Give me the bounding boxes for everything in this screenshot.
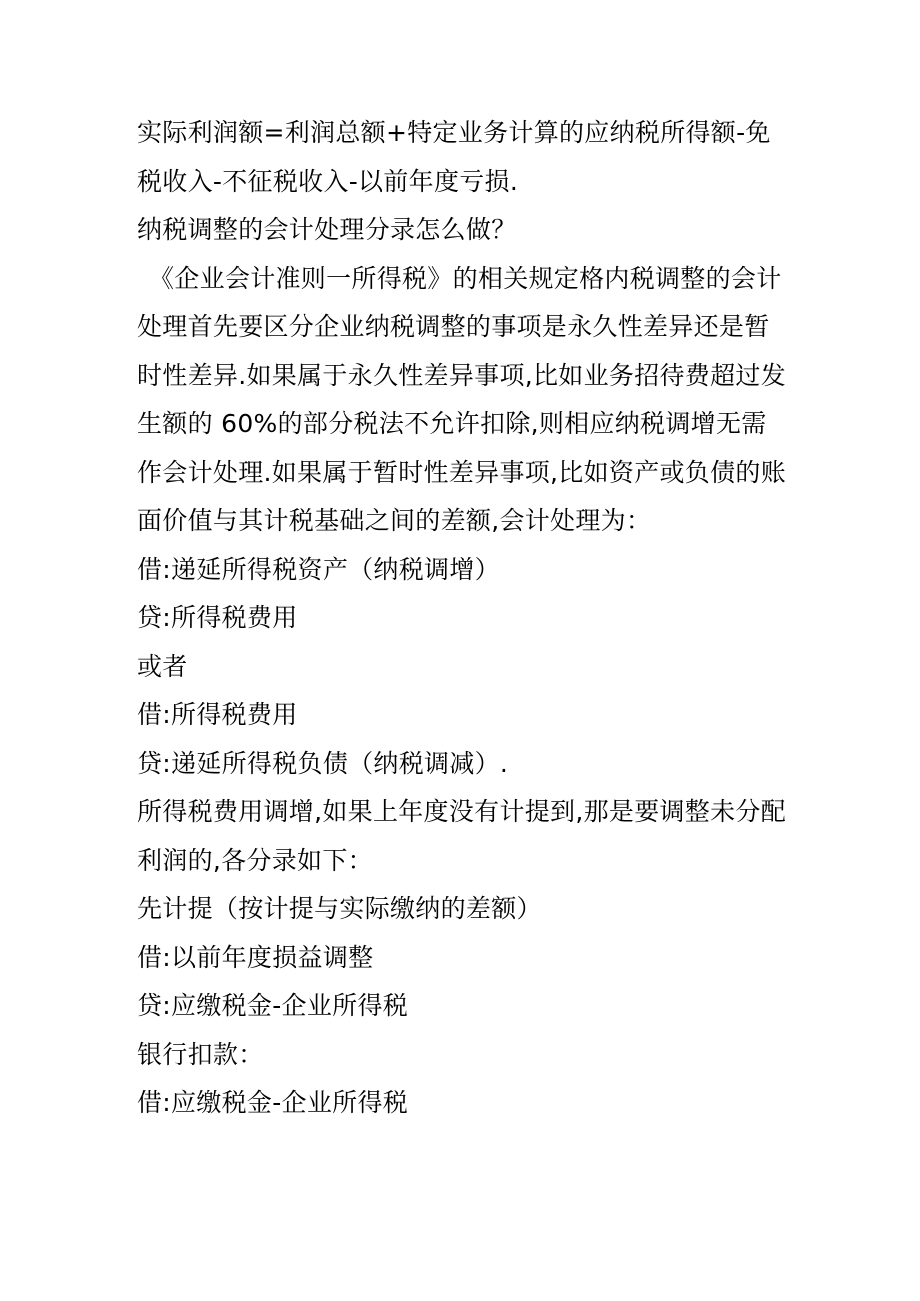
paragraph-profit-formula: 实际利润额=利润总额+特定业务计算的应纳税所得额-免税收入-不征税收入-以前年度亏损.: [137, 118, 771, 196]
journal-line-credit-deferred-tax-liability: 贷:递延所得税负债（纳税调减）.: [137, 748, 509, 778]
paragraph-accrue-first: 先计提（按计提与实际缴纳的差额）: [137, 894, 542, 923]
journal-line-credit-income-tax-expense: 贷:所得税费用: [137, 603, 298, 632]
journal-line-credit-tax-payable: 贷:应缴税金-企业所得税: [137, 991, 409, 1020]
paragraph-adjust-retained-earnings: 所得税费用调增,如果上年度没有计提到,那是要调整未分配利润的,各分录如下：: [137, 797, 786, 875]
paragraph-bank-deduction: 银行扣款：: [137, 1039, 264, 1069]
journal-line-debit-prior-year-adjustment: 借:以前年度损益调整: [137, 942, 374, 972]
paragraph-question-heading: 纳税调整的会计处理分录怎么做？: [137, 215, 517, 244]
paragraph-or: 或者: [137, 651, 188, 681]
journal-line-debit-income-tax-expense: 借:所得税费用: [137, 700, 298, 729]
paragraph-standard-explanation: 《企业会计准则一所得税》的相关规定格内税调整的会计处理首先要区分企业纳税调整的事项是永久性差异还是暂时性差异.如果属于永久性差异事项,比如业务招待费超过发生额的 60%的部分税法不允许扣除,则相应纳税调增无需作会计处理.如果属于暂时性差异事项,比如资产或负债的账面价值与其计税基础之间的差额,会计处理为：: [137, 263, 786, 535]
journal-line-debit-deferred-tax-asset: 借:递延所得税资产（纳税调增）: [137, 554, 500, 584]
journal-line-debit-tax-payable: 借:应缴税金-企业所得税: [137, 1088, 409, 1117]
document-body: [137, 109, 787, 1128]
